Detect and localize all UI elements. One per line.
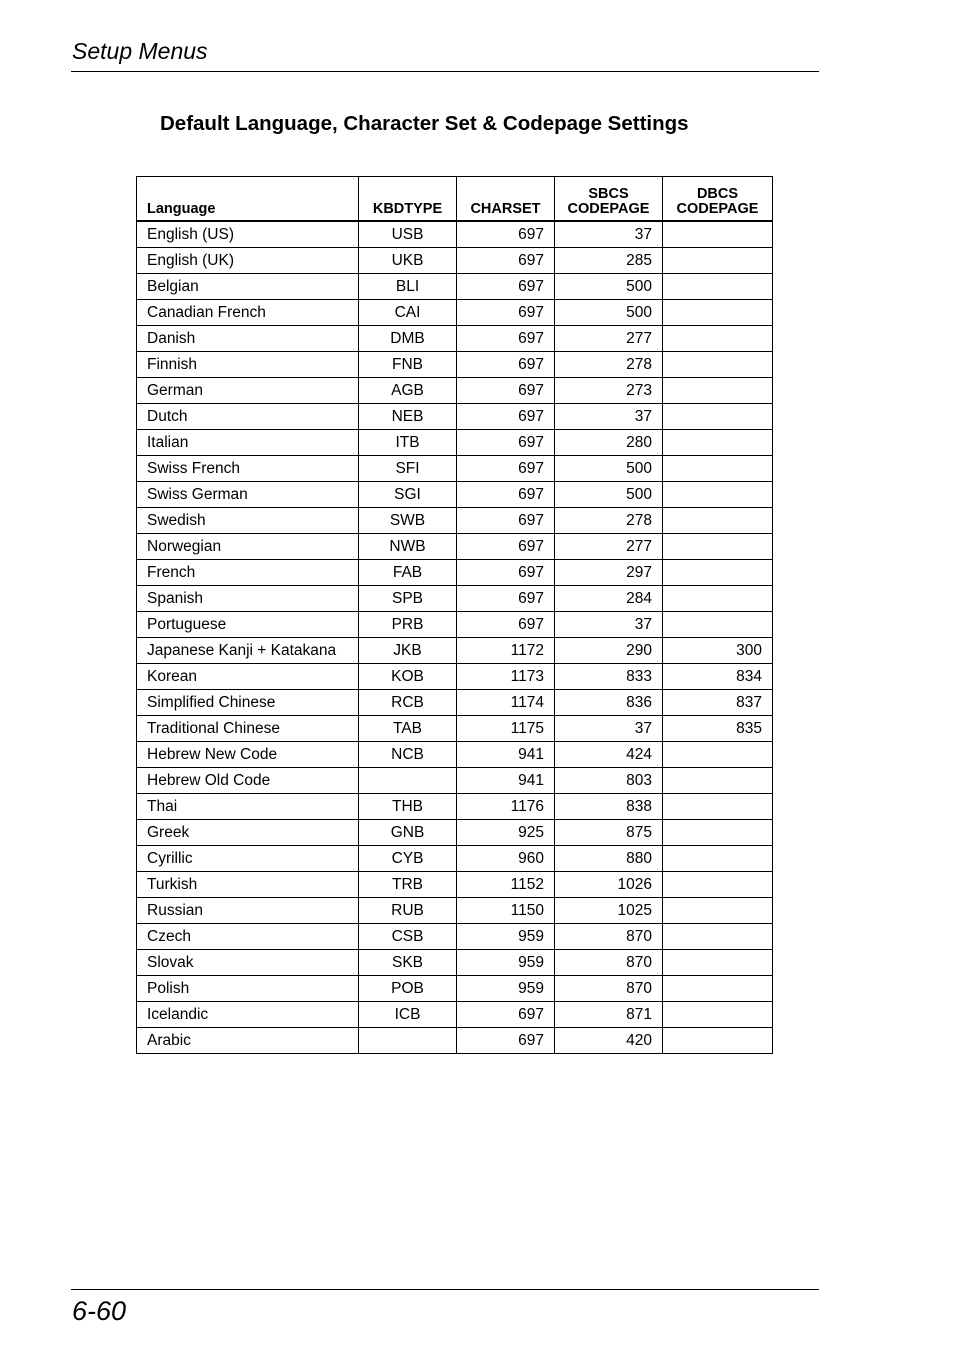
cell-charset: 697 <box>457 508 555 534</box>
table-row <box>137 404 773 430</box>
cell-dbcs-codepage <box>663 1028 773 1054</box>
table-row <box>137 326 773 352</box>
table-row <box>137 378 773 404</box>
table-row <box>137 352 773 378</box>
table-row <box>137 716 773 742</box>
cell-dbcs-codepage <box>663 300 773 326</box>
cell-sbcs-codepage: 500 <box>555 482 663 508</box>
cell-sbcs-codepage: 870 <box>555 976 663 1002</box>
dbcs-header-line2: CODEPAGE <box>676 201 759 217</box>
cell-language: Cyrillic <box>137 846 359 872</box>
cell-sbcs-codepage: 278 <box>555 352 663 378</box>
cell-dbcs-codepage <box>663 612 773 638</box>
column-header-dbcs-codepage <box>663 177 773 222</box>
cell-sbcs-codepage: 836 <box>555 690 663 716</box>
cell-dbcs-codepage <box>663 456 773 482</box>
cell-kbdtype: ITB <box>359 430 457 456</box>
cell-kbdtype: SFI <box>359 456 457 482</box>
cell-sbcs-codepage: 37 <box>555 221 663 248</box>
cell-kbdtype: KOB <box>359 664 457 690</box>
cell-dbcs-codepage <box>663 326 773 352</box>
table-row <box>137 976 773 1002</box>
cell-dbcs-codepage <box>663 274 773 300</box>
cell-language: Hebrew Old Code <box>137 768 359 794</box>
cell-sbcs-codepage: 500 <box>555 274 663 300</box>
cell-charset: 697 <box>457 300 555 326</box>
cell-charset: 697 <box>457 248 555 274</box>
cell-dbcs-codepage <box>663 794 773 820</box>
cell-dbcs-codepage <box>663 872 773 898</box>
page-number: 6-60 <box>72 1296 127 1326</box>
cell-charset: 697 <box>457 612 555 638</box>
cell-dbcs-codepage <box>663 221 773 248</box>
cell-sbcs-codepage: 277 <box>555 326 663 352</box>
cell-language: Simplified Chinese <box>137 690 359 716</box>
cell-language: Belgian <box>137 274 359 300</box>
cell-kbdtype: USB <box>359 221 457 248</box>
cell-kbdtype: RUB <box>359 898 457 924</box>
cell-language: Swiss German <box>137 482 359 508</box>
cell-charset: 697 <box>457 221 555 248</box>
cell-sbcs-codepage: 37 <box>555 612 663 638</box>
cell-sbcs-codepage: 833 <box>555 664 663 690</box>
cell-kbdtype: THB <box>359 794 457 820</box>
cell-language: Czech <box>137 924 359 950</box>
column-header-kbdtype: KBDTYPE <box>359 177 457 222</box>
cell-dbcs-codepage <box>663 378 773 404</box>
table-row <box>137 300 773 326</box>
cell-dbcs-codepage <box>663 976 773 1002</box>
cell-language: English (UK) <box>137 248 359 274</box>
cell-dbcs-codepage <box>663 508 773 534</box>
cell-charset: 697 <box>457 586 555 612</box>
cell-kbdtype: POB <box>359 976 457 1002</box>
cell-language: English (US) <box>137 221 359 248</box>
table-row <box>137 534 773 560</box>
header-rule <box>71 71 819 72</box>
table-row <box>137 248 773 274</box>
cell-dbcs-codepage <box>663 924 773 950</box>
table-header-row <box>137 177 773 222</box>
cell-language: Swedish <box>137 508 359 534</box>
table-row <box>137 1028 773 1054</box>
cell-sbcs-codepage: 838 <box>555 794 663 820</box>
cell-dbcs-codepage: 835 <box>663 716 773 742</box>
table-row <box>137 274 773 300</box>
table-row <box>137 560 773 586</box>
cell-language: Hebrew New Code <box>137 742 359 768</box>
cell-kbdtype: CSB <box>359 924 457 950</box>
sbcs-header-line2: CODEPAGE <box>567 201 650 217</box>
cell-charset: 697 <box>457 326 555 352</box>
cell-dbcs-codepage <box>663 404 773 430</box>
cell-kbdtype: SPB <box>359 586 457 612</box>
cell-kbdtype: CYB <box>359 846 457 872</box>
cell-language: Italian <box>137 430 359 456</box>
dbcs-header-line1: DBCS <box>696 186 739 202</box>
cell-dbcs-codepage <box>663 560 773 586</box>
cell-language: Russian <box>137 898 359 924</box>
cell-dbcs-codepage <box>663 768 773 794</box>
cell-kbdtype: DMB <box>359 326 457 352</box>
cell-kbdtype <box>359 1028 457 1054</box>
cell-charset: 697 <box>457 1002 555 1028</box>
footer-rule <box>71 1289 819 1290</box>
cell-dbcs-codepage <box>663 352 773 378</box>
cell-sbcs-codepage: 1026 <box>555 872 663 898</box>
cell-charset: 925 <box>457 820 555 846</box>
cell-kbdtype: RCB <box>359 690 457 716</box>
cell-charset: 697 <box>457 378 555 404</box>
cell-language: German <box>137 378 359 404</box>
cell-charset: 1175 <box>457 716 555 742</box>
cell-kbdtype: CAI <box>359 300 457 326</box>
table-row <box>137 508 773 534</box>
table-row <box>137 221 773 248</box>
cell-sbcs-codepage: 278 <box>555 508 663 534</box>
cell-dbcs-codepage <box>663 1002 773 1028</box>
cell-kbdtype: GNB <box>359 820 457 846</box>
cell-language: Arabic <box>137 1028 359 1054</box>
table-row <box>137 872 773 898</box>
cell-language: Swiss French <box>137 456 359 482</box>
cell-charset: 697 <box>457 1028 555 1054</box>
cell-dbcs-codepage <box>663 898 773 924</box>
cell-kbdtype: JKB <box>359 638 457 664</box>
cell-language: Thai <box>137 794 359 820</box>
cell-dbcs-codepage <box>663 742 773 768</box>
cell-kbdtype: AGB <box>359 378 457 404</box>
cell-charset: 697 <box>457 404 555 430</box>
cell-language: Turkish <box>137 872 359 898</box>
cell-sbcs-codepage: 875 <box>555 820 663 846</box>
table-row <box>137 924 773 950</box>
cell-sbcs-codepage: 870 <box>555 924 663 950</box>
table-row <box>137 1002 773 1028</box>
table-row <box>137 794 773 820</box>
cell-sbcs-codepage: 277 <box>555 534 663 560</box>
table-row <box>137 456 773 482</box>
cell-dbcs-codepage <box>663 430 773 456</box>
table-row <box>137 638 773 664</box>
column-header-charset: CHARSET <box>457 177 555 222</box>
table-row <box>137 664 773 690</box>
cell-language: Korean <box>137 664 359 690</box>
cell-sbcs-codepage: 280 <box>555 430 663 456</box>
cell-dbcs-codepage: 834 <box>663 664 773 690</box>
cell-dbcs-codepage <box>663 846 773 872</box>
cell-charset: 1152 <box>457 872 555 898</box>
column-header-language: Language <box>137 177 359 222</box>
cell-language: Danish <box>137 326 359 352</box>
cell-dbcs-codepage <box>663 950 773 976</box>
cell-charset: 1176 <box>457 794 555 820</box>
cell-charset: 941 <box>457 768 555 794</box>
cell-dbcs-codepage <box>663 586 773 612</box>
cell-sbcs-codepage: 424 <box>555 742 663 768</box>
cell-language: Dutch <box>137 404 359 430</box>
cell-charset: 697 <box>457 274 555 300</box>
cell-dbcs-codepage <box>663 248 773 274</box>
section-title: Default Language, Character Set & Codepage Settings <box>160 112 689 135</box>
cell-language: French <box>137 560 359 586</box>
table-row <box>137 820 773 846</box>
sbcs-header-line1: SBCS <box>588 186 629 202</box>
table-row <box>137 742 773 768</box>
cell-charset: 1173 <box>457 664 555 690</box>
cell-language: Japanese Kanji + Katakana <box>137 638 359 664</box>
cell-sbcs-codepage: 273 <box>555 378 663 404</box>
cell-sbcs-codepage: 37 <box>555 404 663 430</box>
running-head: Setup Menus <box>72 38 208 64</box>
cell-sbcs-codepage: 803 <box>555 768 663 794</box>
cell-charset: 1150 <box>457 898 555 924</box>
cell-kbdtype: SWB <box>359 508 457 534</box>
cell-sbcs-codepage: 880 <box>555 846 663 872</box>
cell-kbdtype: FNB <box>359 352 457 378</box>
cell-language: Portuguese <box>137 612 359 638</box>
cell-kbdtype: TAB <box>359 716 457 742</box>
cell-kbdtype: UKB <box>359 248 457 274</box>
table-row <box>137 586 773 612</box>
cell-language: Finnish <box>137 352 359 378</box>
cell-dbcs-codepage: 300 <box>663 638 773 664</box>
cell-language: Greek <box>137 820 359 846</box>
cell-language: Canadian French <box>137 300 359 326</box>
cell-charset: 1172 <box>457 638 555 664</box>
cell-charset: 960 <box>457 846 555 872</box>
cell-charset: 697 <box>457 482 555 508</box>
cell-kbdtype: SKB <box>359 950 457 976</box>
cell-language: Slovak <box>137 950 359 976</box>
cell-kbdtype: TRB <box>359 872 457 898</box>
cell-charset: 1174 <box>457 690 555 716</box>
cell-charset: 959 <box>457 924 555 950</box>
cell-kbdtype: BLI <box>359 274 457 300</box>
cell-sbcs-codepage: 1025 <box>555 898 663 924</box>
cell-kbdtype: PRB <box>359 612 457 638</box>
cell-charset: 697 <box>457 430 555 456</box>
cell-dbcs-codepage: 837 <box>663 690 773 716</box>
cell-dbcs-codepage <box>663 534 773 560</box>
cell-kbdtype: NEB <box>359 404 457 430</box>
cell-sbcs-codepage: 284 <box>555 586 663 612</box>
cell-sbcs-codepage: 500 <box>555 300 663 326</box>
cell-kbdtype: NCB <box>359 742 457 768</box>
cell-kbdtype: SGI <box>359 482 457 508</box>
cell-language: Spanish <box>137 586 359 612</box>
cell-language: Icelandic <box>137 1002 359 1028</box>
cell-charset: 697 <box>457 456 555 482</box>
cell-charset: 959 <box>457 950 555 976</box>
cell-sbcs-codepage: 420 <box>555 1028 663 1054</box>
cell-language: Polish <box>137 976 359 1002</box>
cell-sbcs-codepage: 297 <box>555 560 663 586</box>
cell-sbcs-codepage: 870 <box>555 950 663 976</box>
table-row <box>137 482 773 508</box>
cell-dbcs-codepage <box>663 820 773 846</box>
cell-kbdtype <box>359 768 457 794</box>
column-header-sbcs-codepage <box>555 177 663 222</box>
codepage-settings-table <box>136 176 773 1054</box>
cell-sbcs-codepage: 285 <box>555 248 663 274</box>
cell-language: Norwegian <box>137 534 359 560</box>
table-row <box>137 950 773 976</box>
cell-sbcs-codepage: 871 <box>555 1002 663 1028</box>
table-row <box>137 612 773 638</box>
cell-charset: 697 <box>457 352 555 378</box>
table-row <box>137 430 773 456</box>
cell-sbcs-codepage: 500 <box>555 456 663 482</box>
table-row <box>137 846 773 872</box>
table-row <box>137 690 773 716</box>
table-row <box>137 768 773 794</box>
cell-charset: 959 <box>457 976 555 1002</box>
table-body <box>137 221 773 1054</box>
cell-sbcs-codepage: 290 <box>555 638 663 664</box>
cell-sbcs-codepage: 37 <box>555 716 663 742</box>
table-row <box>137 898 773 924</box>
cell-language: Traditional Chinese <box>137 716 359 742</box>
cell-charset: 697 <box>457 534 555 560</box>
cell-kbdtype: FAB <box>359 560 457 586</box>
cell-dbcs-codepage <box>663 482 773 508</box>
cell-kbdtype: ICB <box>359 1002 457 1028</box>
cell-charset: 697 <box>457 560 555 586</box>
cell-kbdtype: NWB <box>359 534 457 560</box>
cell-charset: 941 <box>457 742 555 768</box>
